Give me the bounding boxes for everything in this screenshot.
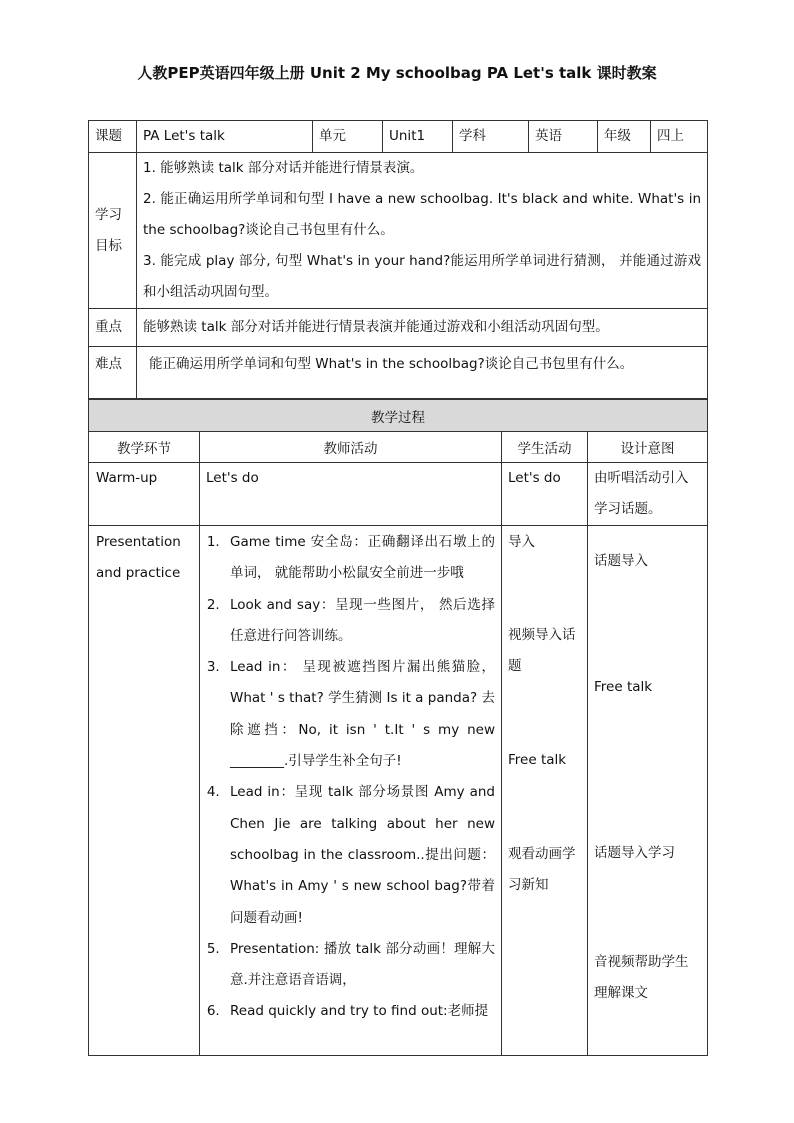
- lesson-value: PA Let's talk: [137, 121, 313, 153]
- header-teacher: 教师活动: [200, 432, 502, 463]
- key-point-label: 重点: [89, 309, 137, 347]
- header-intent: 设计意图: [588, 432, 708, 463]
- objectives-label-line1: 学习: [95, 206, 122, 223]
- lesson-label: 课题: [89, 121, 137, 153]
- subject-label: 学科: [453, 121, 529, 153]
- header-student: 学生活动: [502, 432, 588, 463]
- design-intent: Free talk: [594, 679, 653, 695]
- warmup-teacher: Let's do: [200, 463, 502, 526]
- grade-value: 四上: [651, 121, 708, 153]
- design-intent: 话题导入: [594, 553, 648, 569]
- teacher-step: 5. Presentation: 播放 talk 部分动画！理解大意.并注意语音语调，: [224, 934, 495, 997]
- unit-label: 单元: [313, 121, 383, 153]
- presentation-stage-line1: Presentation: [96, 534, 181, 550]
- header-stage: 教学环节: [89, 432, 200, 463]
- student-activity: 视频导入话题: [508, 627, 576, 674]
- teacher-step: 2. Look and say：呈现一些图片， 然后选择任意进行问答训练。: [224, 590, 495, 653]
- difficulty-text: 能正确运用所学单词和句型 What's in the schoolbag?谈论自己书包里有什么。: [137, 347, 708, 399]
- grade-label: 年级: [598, 121, 651, 153]
- objectives-label: [89, 153, 137, 309]
- design-intent: 话题导入学习: [594, 845, 675, 861]
- key-point-text: 能够熟读 talk 部分对话并能进行情景表演并能通过游戏和小组活动巩固句型。: [137, 309, 708, 347]
- presentation-intent: [588, 526, 708, 1056]
- teacher-step: 3. Lead in： 呈现被遮挡图片漏出熊猫脸， What ' s that? 学生猜测 Is it a panda? 去除遮挡：No, it isn ' t.It ' s my new ________.引导学生补全句子!: [224, 652, 495, 777]
- warmup-stage: Warm-up: [89, 463, 200, 526]
- lesson-info-table: [88, 120, 708, 399]
- presentation-stage: [89, 526, 200, 1056]
- design-intent: 音视频帮助学生理解课文: [594, 954, 689, 1001]
- teacher-step: 6. Read quickly and try to find out:老师提: [224, 996, 495, 1027]
- subject-value: 英语: [529, 121, 598, 153]
- objective-item: 2. 能正确运用所学单词和句型 I have a new schoolbag. It's black and white. What's in the schoolbag?谈论自己书包里有什么。: [143, 191, 701, 238]
- objective-item: 3. 能完成 play 部分, 句型 What's in your hand?能运用所学单词进行猜测， 并能通过游戏和小组活动巩固句型。: [143, 253, 701, 300]
- student-activity: 观看动画学习新知: [508, 846, 576, 893]
- objectives-label-line2: 目标: [95, 237, 122, 254]
- document-title: 人教PEP英语四年级上册 Unit 2 My schoolbag PA Let's talk 课时教案: [137, 64, 657, 82]
- objectives-content: [137, 153, 708, 309]
- presentation-student: [502, 526, 588, 1056]
- warmup-intent: 由听唱活动引入学习话题。: [588, 463, 708, 526]
- teacher-step: 1. Game time 安全岛：正确翻译出石墩上的单词， 就能帮助小松鼠安全前进一步哦: [224, 527, 495, 590]
- teacher-steps-list: [206, 527, 495, 1028]
- process-title: 教学过程: [89, 400, 708, 432]
- warmup-student: Let's do: [502, 463, 588, 526]
- teaching-process-table: [88, 399, 708, 1056]
- teacher-step: 4. Lead in：呈现 talk 部分场景图 Amy and Chen Jie are talking about her new schoolbag in the classroom..提出问题：What's in Amy ' s new school bag?带着问题看动画!: [224, 777, 495, 933]
- objective-item: 1. 能够熟读 talk 部分对话并能进行情景表演。: [143, 160, 424, 176]
- unit-value: Unit1: [383, 121, 453, 153]
- presentation-stage-line2: and practice: [96, 565, 181, 581]
- presentation-teacher: [200, 526, 502, 1056]
- difficulty-label: 难点: [89, 347, 137, 399]
- student-activity: Free talk: [508, 752, 567, 768]
- student-activity: 导入: [508, 534, 535, 550]
